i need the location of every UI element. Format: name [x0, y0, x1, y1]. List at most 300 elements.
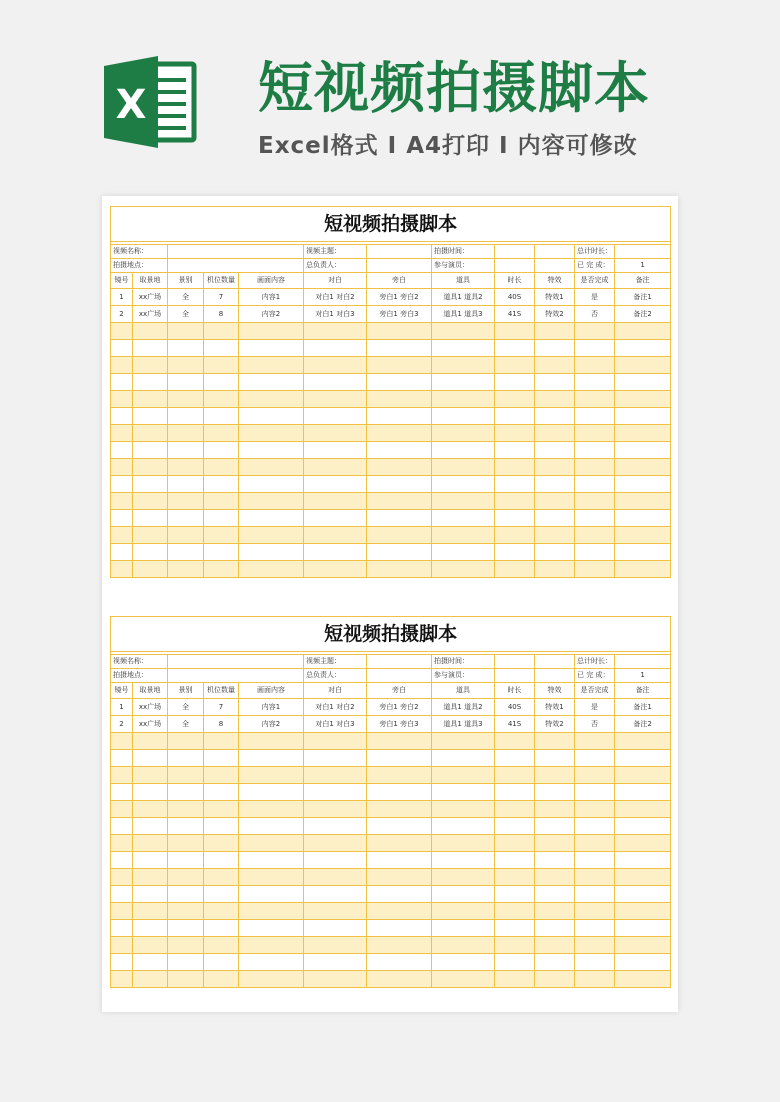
empty-cell[interactable] — [575, 323, 615, 340]
empty-cell[interactable] — [239, 784, 304, 801]
empty-cell[interactable] — [615, 903, 671, 920]
empty-cell[interactable] — [133, 886, 168, 903]
empty-cell[interactable] — [111, 425, 133, 442]
empty-cell[interactable] — [239, 733, 304, 750]
empty-cell[interactable] — [111, 852, 133, 869]
empty-cell[interactable] — [535, 971, 575, 988]
table-cell[interactable]: 41S — [495, 306, 535, 323]
empty-cell[interactable] — [575, 954, 615, 971]
cast-cell-extra[interactable] — [535, 669, 575, 683]
empty-cell[interactable] — [575, 903, 615, 920]
empty-cell[interactable] — [204, 374, 239, 391]
empty-cell[interactable] — [204, 971, 239, 988]
empty-cell[interactable] — [304, 459, 367, 476]
empty-cell[interactable] — [432, 852, 495, 869]
empty-cell[interactable] — [111, 733, 133, 750]
empty-cell[interactable] — [204, 818, 239, 835]
empty-cell[interactable] — [133, 391, 168, 408]
empty-cell[interactable] — [535, 357, 575, 374]
empty-cell[interactable] — [304, 544, 367, 561]
table-cell[interactable]: 道具1 道具3 — [432, 306, 495, 323]
empty-cell[interactable] — [304, 510, 367, 527]
empty-cell[interactable] — [168, 937, 204, 954]
empty-cell[interactable] — [204, 869, 239, 886]
empty-cell[interactable] — [575, 425, 615, 442]
shoot-time-cell-extra[interactable] — [535, 655, 575, 669]
empty-cell[interactable] — [304, 374, 367, 391]
empty-cell[interactable] — [575, 920, 615, 937]
empty-cell[interactable] — [168, 493, 204, 510]
empty-cell[interactable] — [535, 869, 575, 886]
empty-cell[interactable] — [495, 869, 535, 886]
empty-cell[interactable] — [495, 733, 535, 750]
video-name-cell[interactable] — [168, 655, 304, 669]
empty-cell[interactable] — [575, 493, 615, 510]
empty-cell[interactable] — [495, 971, 535, 988]
empty-cell[interactable] — [133, 733, 168, 750]
empty-cell[interactable] — [204, 323, 239, 340]
empty-cell[interactable] — [535, 920, 575, 937]
empty-cell[interactable] — [239, 801, 304, 818]
empty-cell[interactable] — [535, 425, 575, 442]
empty-cell[interactable] — [575, 391, 615, 408]
empty-cell[interactable] — [535, 493, 575, 510]
empty-cell[interactable] — [204, 852, 239, 869]
table-cell[interactable]: 备注1 — [615, 699, 671, 716]
empty-cell[interactable] — [239, 408, 304, 425]
empty-cell[interactable] — [304, 527, 367, 544]
empty-cell[interactable] — [304, 784, 367, 801]
empty-cell[interactable] — [133, 954, 168, 971]
empty-cell[interactable] — [239, 544, 304, 561]
empty-cell[interactable] — [432, 971, 495, 988]
empty-cell[interactable] — [367, 869, 432, 886]
empty-cell[interactable] — [535, 374, 575, 391]
empty-cell[interactable] — [168, 852, 204, 869]
empty-cell[interactable] — [239, 937, 304, 954]
empty-cell[interactable] — [133, 374, 168, 391]
empty-cell[interactable] — [575, 801, 615, 818]
empty-cell[interactable] — [239, 954, 304, 971]
empty-cell[interactable] — [432, 903, 495, 920]
empty-cell[interactable] — [575, 937, 615, 954]
empty-cell[interactable] — [111, 510, 133, 527]
empty-cell[interactable] — [432, 391, 495, 408]
empty-cell[interactable] — [495, 920, 535, 937]
empty-cell[interactable] — [304, 801, 367, 818]
empty-cell[interactable] — [204, 903, 239, 920]
empty-cell[interactable] — [367, 561, 432, 578]
empty-cell[interactable] — [168, 869, 204, 886]
empty-cell[interactable] — [495, 527, 535, 544]
empty-cell[interactable] — [495, 767, 535, 784]
empty-cell[interactable] — [168, 323, 204, 340]
table-cell[interactable]: 旁白1 旁白3 — [367, 306, 432, 323]
cast-cell-extra[interactable] — [535, 259, 575, 273]
table-cell[interactable]: 全 — [168, 306, 204, 323]
empty-cell[interactable] — [204, 510, 239, 527]
table-cell[interactable]: 否 — [575, 716, 615, 733]
empty-cell[interactable] — [304, 971, 367, 988]
empty-cell[interactable] — [495, 357, 535, 374]
cast-cell[interactable] — [495, 259, 535, 273]
empty-cell[interactable] — [168, 801, 204, 818]
empty-cell[interactable] — [111, 869, 133, 886]
empty-cell[interactable] — [495, 493, 535, 510]
empty-cell[interactable] — [615, 852, 671, 869]
empty-cell[interactable] — [168, 886, 204, 903]
empty-cell[interactable] — [432, 801, 495, 818]
empty-cell[interactable] — [133, 357, 168, 374]
empty-cell[interactable] — [367, 767, 432, 784]
empty-cell[interactable] — [133, 425, 168, 442]
table-cell[interactable]: 41S — [495, 716, 535, 733]
empty-cell[interactable] — [432, 886, 495, 903]
empty-cell[interactable] — [367, 903, 432, 920]
empty-cell[interactable] — [432, 954, 495, 971]
empty-cell[interactable] — [304, 869, 367, 886]
table-cell[interactable]: 是 — [575, 699, 615, 716]
empty-cell[interactable] — [168, 442, 204, 459]
empty-cell[interactable] — [432, 835, 495, 852]
empty-cell[interactable] — [615, 493, 671, 510]
empty-cell[interactable] — [432, 374, 495, 391]
empty-cell[interactable] — [133, 340, 168, 357]
video-theme-cell[interactable] — [367, 655, 432, 669]
empty-cell[interactable] — [367, 733, 432, 750]
table-cell[interactable]: 对白1 对白2 — [304, 289, 367, 306]
shoot-time-cell-extra[interactable] — [535, 245, 575, 259]
empty-cell[interactable] — [615, 544, 671, 561]
table-cell[interactable]: 8 — [204, 716, 239, 733]
empty-cell[interactable] — [111, 767, 133, 784]
empty-cell[interactable] — [204, 408, 239, 425]
empty-cell[interactable] — [615, 357, 671, 374]
empty-cell[interactable] — [111, 801, 133, 818]
table-cell[interactable]: 全 — [168, 716, 204, 733]
table-cell[interactable]: 对白1 对白2 — [304, 699, 367, 716]
empty-cell[interactable] — [367, 920, 432, 937]
empty-cell[interactable] — [432, 442, 495, 459]
empty-cell[interactable] — [133, 903, 168, 920]
done-value[interactable]: 1 — [615, 669, 671, 683]
empty-cell[interactable] — [239, 493, 304, 510]
empty-cell[interactable] — [133, 750, 168, 767]
empty-cell[interactable] — [535, 544, 575, 561]
empty-cell[interactable] — [204, 442, 239, 459]
empty-cell[interactable] — [304, 561, 367, 578]
table-cell[interactable]: 8 — [204, 306, 239, 323]
empty-cell[interactable] — [168, 527, 204, 544]
empty-cell[interactable] — [535, 954, 575, 971]
empty-cell[interactable] — [111, 391, 133, 408]
table-cell[interactable]: 特效1 — [535, 289, 575, 306]
empty-cell[interactable] — [304, 425, 367, 442]
table-cell[interactable]: 备注2 — [615, 306, 671, 323]
empty-cell[interactable] — [432, 493, 495, 510]
empty-cell[interactable] — [204, 391, 239, 408]
empty-cell[interactable] — [615, 340, 671, 357]
empty-cell[interactable] — [535, 459, 575, 476]
empty-cell[interactable] — [168, 391, 204, 408]
empty-cell[interactable] — [535, 733, 575, 750]
empty-cell[interactable] — [239, 767, 304, 784]
empty-cell[interactable] — [133, 971, 168, 988]
empty-cell[interactable] — [432, 476, 495, 493]
empty-cell[interactable] — [133, 442, 168, 459]
table-cell[interactable]: xx广场 — [133, 716, 168, 733]
empty-cell[interactable] — [575, 374, 615, 391]
empty-cell[interactable] — [535, 476, 575, 493]
empty-cell[interactable] — [615, 835, 671, 852]
empty-cell[interactable] — [432, 357, 495, 374]
empty-cell[interactable] — [204, 886, 239, 903]
empty-cell[interactable] — [304, 733, 367, 750]
empty-cell[interactable] — [432, 544, 495, 561]
empty-cell[interactable] — [575, 544, 615, 561]
video-name-cell[interactable] — [168, 245, 304, 259]
empty-cell[interactable] — [495, 374, 535, 391]
empty-cell[interactable] — [432, 733, 495, 750]
empty-cell[interactable] — [133, 408, 168, 425]
empty-cell[interactable] — [111, 493, 133, 510]
empty-cell[interactable] — [111, 323, 133, 340]
empty-cell[interactable] — [615, 733, 671, 750]
table-cell[interactable]: xx广场 — [133, 289, 168, 306]
empty-cell[interactable] — [133, 510, 168, 527]
empty-cell[interactable] — [432, 340, 495, 357]
empty-cell[interactable] — [168, 818, 204, 835]
empty-cell[interactable] — [495, 391, 535, 408]
empty-cell[interactable] — [204, 561, 239, 578]
empty-cell[interactable] — [535, 937, 575, 954]
empty-cell[interactable] — [615, 374, 671, 391]
empty-cell[interactable] — [495, 510, 535, 527]
empty-cell[interactable] — [615, 527, 671, 544]
empty-cell[interactable] — [575, 818, 615, 835]
table-cell[interactable]: 旁白1 旁白3 — [367, 716, 432, 733]
done-value[interactable]: 1 — [615, 259, 671, 273]
empty-cell[interactable] — [367, 340, 432, 357]
empty-cell[interactable] — [239, 920, 304, 937]
empty-cell[interactable] — [367, 527, 432, 544]
empty-cell[interactable] — [575, 476, 615, 493]
empty-cell[interactable] — [133, 527, 168, 544]
empty-cell[interactable] — [204, 750, 239, 767]
empty-cell[interactable] — [575, 852, 615, 869]
empty-cell[interactable] — [615, 323, 671, 340]
empty-cell[interactable] — [615, 442, 671, 459]
empty-cell[interactable] — [168, 733, 204, 750]
empty-cell[interactable] — [367, 323, 432, 340]
table-cell[interactable]: 备注1 — [615, 289, 671, 306]
empty-cell[interactable] — [168, 459, 204, 476]
empty-cell[interactable] — [367, 357, 432, 374]
empty-cell[interactable] — [111, 920, 133, 937]
location-cell[interactable] — [168, 669, 304, 683]
empty-cell[interactable] — [168, 408, 204, 425]
empty-cell[interactable] — [495, 323, 535, 340]
empty-cell[interactable] — [304, 767, 367, 784]
table-cell[interactable]: 40S — [495, 699, 535, 716]
empty-cell[interactable] — [575, 527, 615, 544]
empty-cell[interactable] — [495, 818, 535, 835]
table-cell[interactable]: 1 — [111, 289, 133, 306]
empty-cell[interactable] — [535, 886, 575, 903]
table-cell[interactable]: 道具1 道具2 — [432, 289, 495, 306]
empty-cell[interactable] — [133, 767, 168, 784]
empty-cell[interactable] — [111, 527, 133, 544]
empty-cell[interactable] — [304, 340, 367, 357]
empty-cell[interactable] — [432, 527, 495, 544]
empty-cell[interactable] — [615, 561, 671, 578]
empty-cell[interactable] — [168, 903, 204, 920]
empty-cell[interactable] — [168, 340, 204, 357]
empty-cell[interactable] — [239, 886, 304, 903]
empty-cell[interactable] — [239, 750, 304, 767]
empty-cell[interactable] — [615, 459, 671, 476]
empty-cell[interactable] — [535, 801, 575, 818]
empty-cell[interactable] — [367, 425, 432, 442]
empty-cell[interactable] — [615, 920, 671, 937]
empty-cell[interactable] — [111, 971, 133, 988]
empty-cell[interactable] — [535, 784, 575, 801]
empty-cell[interactable] — [133, 920, 168, 937]
empty-cell[interactable] — [495, 408, 535, 425]
empty-cell[interactable] — [615, 408, 671, 425]
empty-cell[interactable] — [367, 493, 432, 510]
empty-cell[interactable] — [111, 835, 133, 852]
empty-cell[interactable] — [535, 408, 575, 425]
empty-cell[interactable] — [239, 476, 304, 493]
empty-cell[interactable] — [304, 954, 367, 971]
empty-cell[interactable] — [495, 954, 535, 971]
empty-cell[interactable] — [367, 750, 432, 767]
empty-cell[interactable] — [432, 784, 495, 801]
table-cell[interactable]: 对白1 对白3 — [304, 716, 367, 733]
empty-cell[interactable] — [304, 442, 367, 459]
empty-cell[interactable] — [111, 784, 133, 801]
empty-cell[interactable] — [304, 750, 367, 767]
empty-cell[interactable] — [111, 459, 133, 476]
empty-cell[interactable] — [535, 340, 575, 357]
table-cell[interactable]: 7 — [204, 699, 239, 716]
empty-cell[interactable] — [239, 391, 304, 408]
empty-cell[interactable] — [239, 971, 304, 988]
empty-cell[interactable] — [367, 818, 432, 835]
empty-cell[interactable] — [111, 937, 133, 954]
video-theme-cell[interactable] — [367, 245, 432, 259]
table-cell[interactable]: 否 — [575, 306, 615, 323]
empty-cell[interactable] — [432, 750, 495, 767]
empty-cell[interactable] — [111, 340, 133, 357]
empty-cell[interactable] — [495, 561, 535, 578]
empty-cell[interactable] — [111, 818, 133, 835]
empty-cell[interactable] — [204, 937, 239, 954]
empty-cell[interactable] — [304, 357, 367, 374]
table-cell[interactable]: 特效2 — [535, 716, 575, 733]
lead-cell[interactable] — [367, 259, 432, 273]
table-cell[interactable]: 备注2 — [615, 716, 671, 733]
empty-cell[interactable] — [367, 459, 432, 476]
empty-cell[interactable] — [304, 323, 367, 340]
empty-cell[interactable] — [495, 750, 535, 767]
empty-cell[interactable] — [204, 493, 239, 510]
empty-cell[interactable] — [432, 561, 495, 578]
empty-cell[interactable] — [204, 920, 239, 937]
empty-cell[interactable] — [535, 903, 575, 920]
table-cell[interactable]: 对白1 对白3 — [304, 306, 367, 323]
empty-cell[interactable] — [495, 425, 535, 442]
empty-cell[interactable] — [239, 442, 304, 459]
empty-cell[interactable] — [495, 886, 535, 903]
empty-cell[interactable] — [133, 835, 168, 852]
empty-cell[interactable] — [535, 767, 575, 784]
table-cell[interactable]: 是 — [575, 289, 615, 306]
table-cell[interactable]: 道具1 道具2 — [432, 699, 495, 716]
empty-cell[interactable] — [168, 784, 204, 801]
empty-cell[interactable] — [367, 954, 432, 971]
empty-cell[interactable] — [367, 476, 432, 493]
empty-cell[interactable] — [133, 476, 168, 493]
empty-cell[interactable] — [495, 442, 535, 459]
empty-cell[interactable] — [575, 357, 615, 374]
empty-cell[interactable] — [239, 852, 304, 869]
empty-cell[interactable] — [575, 784, 615, 801]
empty-cell[interactable] — [432, 408, 495, 425]
empty-cell[interactable] — [535, 510, 575, 527]
empty-cell[interactable] — [432, 937, 495, 954]
empty-cell[interactable] — [111, 374, 133, 391]
empty-cell[interactable] — [168, 835, 204, 852]
empty-cell[interactable] — [168, 544, 204, 561]
empty-cell[interactable] — [111, 544, 133, 561]
empty-cell[interactable] — [239, 357, 304, 374]
empty-cell[interactable] — [432, 818, 495, 835]
empty-cell[interactable] — [535, 442, 575, 459]
total-duration-cell[interactable] — [615, 245, 671, 259]
empty-cell[interactable] — [615, 886, 671, 903]
empty-cell[interactable] — [168, 510, 204, 527]
empty-cell[interactable] — [133, 801, 168, 818]
empty-cell[interactable] — [304, 476, 367, 493]
empty-cell[interactable] — [239, 510, 304, 527]
empty-cell[interactable] — [535, 561, 575, 578]
empty-cell[interactable] — [615, 425, 671, 442]
empty-cell[interactable] — [304, 903, 367, 920]
table-cell[interactable]: 特效1 — [535, 699, 575, 716]
empty-cell[interactable] — [367, 408, 432, 425]
empty-cell[interactable] — [204, 425, 239, 442]
empty-cell[interactable] — [239, 459, 304, 476]
empty-cell[interactable] — [133, 561, 168, 578]
empty-cell[interactable] — [204, 954, 239, 971]
shoot-time-cell[interactable] — [495, 655, 535, 669]
empty-cell[interactable] — [575, 340, 615, 357]
empty-cell[interactable] — [535, 852, 575, 869]
table-cell[interactable]: 2 — [111, 306, 133, 323]
table-cell[interactable]: 2 — [111, 716, 133, 733]
table-cell[interactable]: 内容2 — [239, 716, 304, 733]
empty-cell[interactable] — [495, 801, 535, 818]
empty-cell[interactable] — [615, 801, 671, 818]
table-cell[interactable]: 旁白1 旁白2 — [367, 289, 432, 306]
empty-cell[interactable] — [168, 425, 204, 442]
empty-cell[interactable] — [535, 323, 575, 340]
table-cell[interactable]: 内容2 — [239, 306, 304, 323]
empty-cell[interactable] — [168, 561, 204, 578]
location-cell[interactable] — [168, 259, 304, 273]
